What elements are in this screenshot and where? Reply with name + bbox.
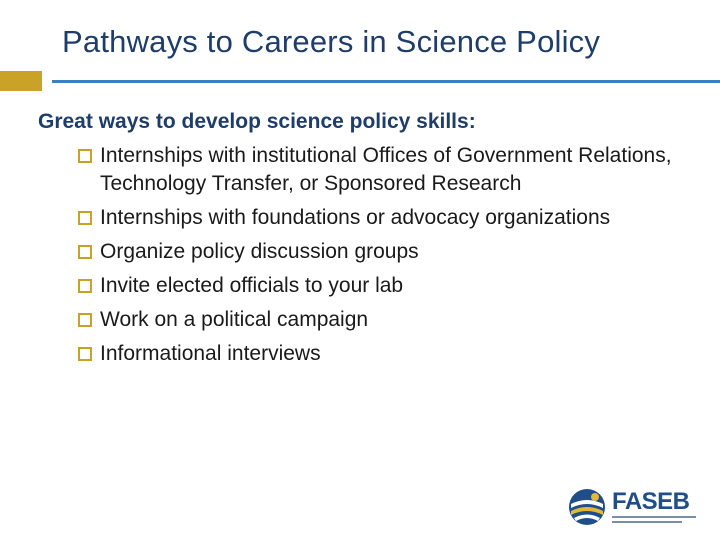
slide-title: Pathways to Careers in Science Policy — [62, 24, 601, 59]
bullet-text: Internships with foundations or advocacy organizations — [100, 206, 611, 229]
bullet-item — [78, 238, 678, 266]
checkbox-bullet-icon — [78, 149, 92, 163]
faseb-globe-icon — [568, 488, 606, 526]
bullet-item — [78, 306, 678, 334]
logo-wordmark: FASEB — [612, 488, 690, 515]
bullet-text: Internships with institutional Offices of Government Relations, Technology Transfer, or Sponsored Research — [100, 144, 672, 195]
checkbox-bullet-icon — [78, 211, 92, 225]
faseb-logo — [568, 488, 698, 528]
bullet-item — [78, 142, 678, 198]
bullet-item — [78, 204, 678, 232]
bullet-text: Informational interviews — [100, 342, 321, 365]
checkbox-bullet-icon — [78, 313, 92, 327]
bullet-text: Organize policy discussion groups — [100, 240, 419, 263]
bullet-text: Work on a political campaign — [100, 308, 369, 331]
bullet-text: Invite elected officials to your lab — [100, 274, 404, 297]
logo-tagline — [612, 515, 698, 527]
title-divider-line — [52, 80, 720, 83]
bullet-item — [78, 340, 678, 368]
bullet-list — [78, 142, 678, 374]
checkbox-bullet-icon — [78, 279, 92, 293]
accent-square — [0, 71, 42, 91]
bullet-item — [78, 272, 678, 300]
checkbox-bullet-icon — [78, 347, 92, 361]
checkbox-bullet-icon — [78, 245, 92, 259]
subheading: Great ways to develop science policy skills: — [38, 110, 476, 133]
